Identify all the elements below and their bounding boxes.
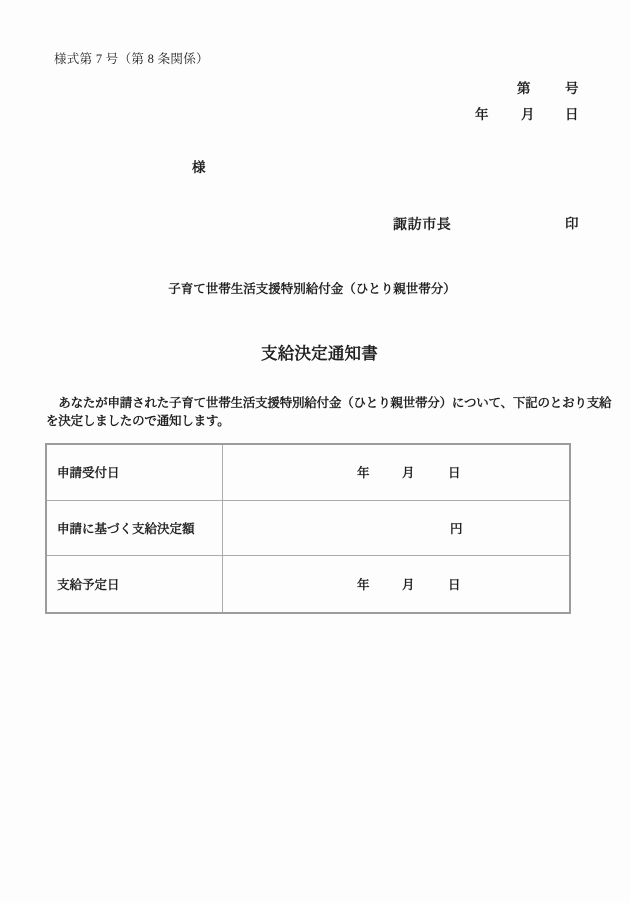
sender-title: 諏訪市長 xyxy=(393,216,452,232)
table-row-label-decided-payment-amount: 申請に基づく支給決定額 xyxy=(47,501,223,557)
table-row-value-scheduled-payment-date xyxy=(223,556,569,612)
date-year-label: 年 xyxy=(475,107,489,122)
seal-placeholder: 印 xyxy=(565,216,579,231)
document-number-suffix: 号 xyxy=(565,81,579,96)
document-title: 支給決定通知書 xyxy=(261,345,378,363)
table-row-label-application-received-date: 申請受付日 xyxy=(47,445,223,501)
table-row-value-application-received-date xyxy=(223,445,569,501)
value-year-label: 年 xyxy=(357,578,370,593)
date-month-label: 月 xyxy=(521,107,535,122)
document-number-prefix: 第 xyxy=(517,81,531,96)
table-row-value-decided-payment-amount xyxy=(223,501,569,557)
addressee-honorific: 様 xyxy=(192,160,206,175)
form-number-label: 様式第 7 号（第 8 条関係） xyxy=(54,52,209,66)
notice-table xyxy=(45,443,571,614)
value-yen-label: 円 xyxy=(450,521,463,536)
value-day-label: 日 xyxy=(448,578,461,593)
body-line-1: あなたが申請された子育て世帯生活支援特別給付金（ひとり親世帯分）について、下記のとおり支給 xyxy=(46,396,612,410)
value-month-label: 月 xyxy=(402,466,415,481)
program-name: 子育て世帯生活支援特別給付金（ひとり親世帯分） xyxy=(168,282,456,296)
body-line-2: を決定しましたので通知します。 xyxy=(46,414,230,428)
value-year-label: 年 xyxy=(357,466,370,481)
value-day-label: 日 xyxy=(448,466,461,481)
body-paragraph xyxy=(46,394,611,430)
date-day-label: 日 xyxy=(565,107,579,122)
table-row-label-scheduled-payment-date: 支給予定日 xyxy=(47,556,223,612)
value-month-label: 月 xyxy=(402,578,415,593)
